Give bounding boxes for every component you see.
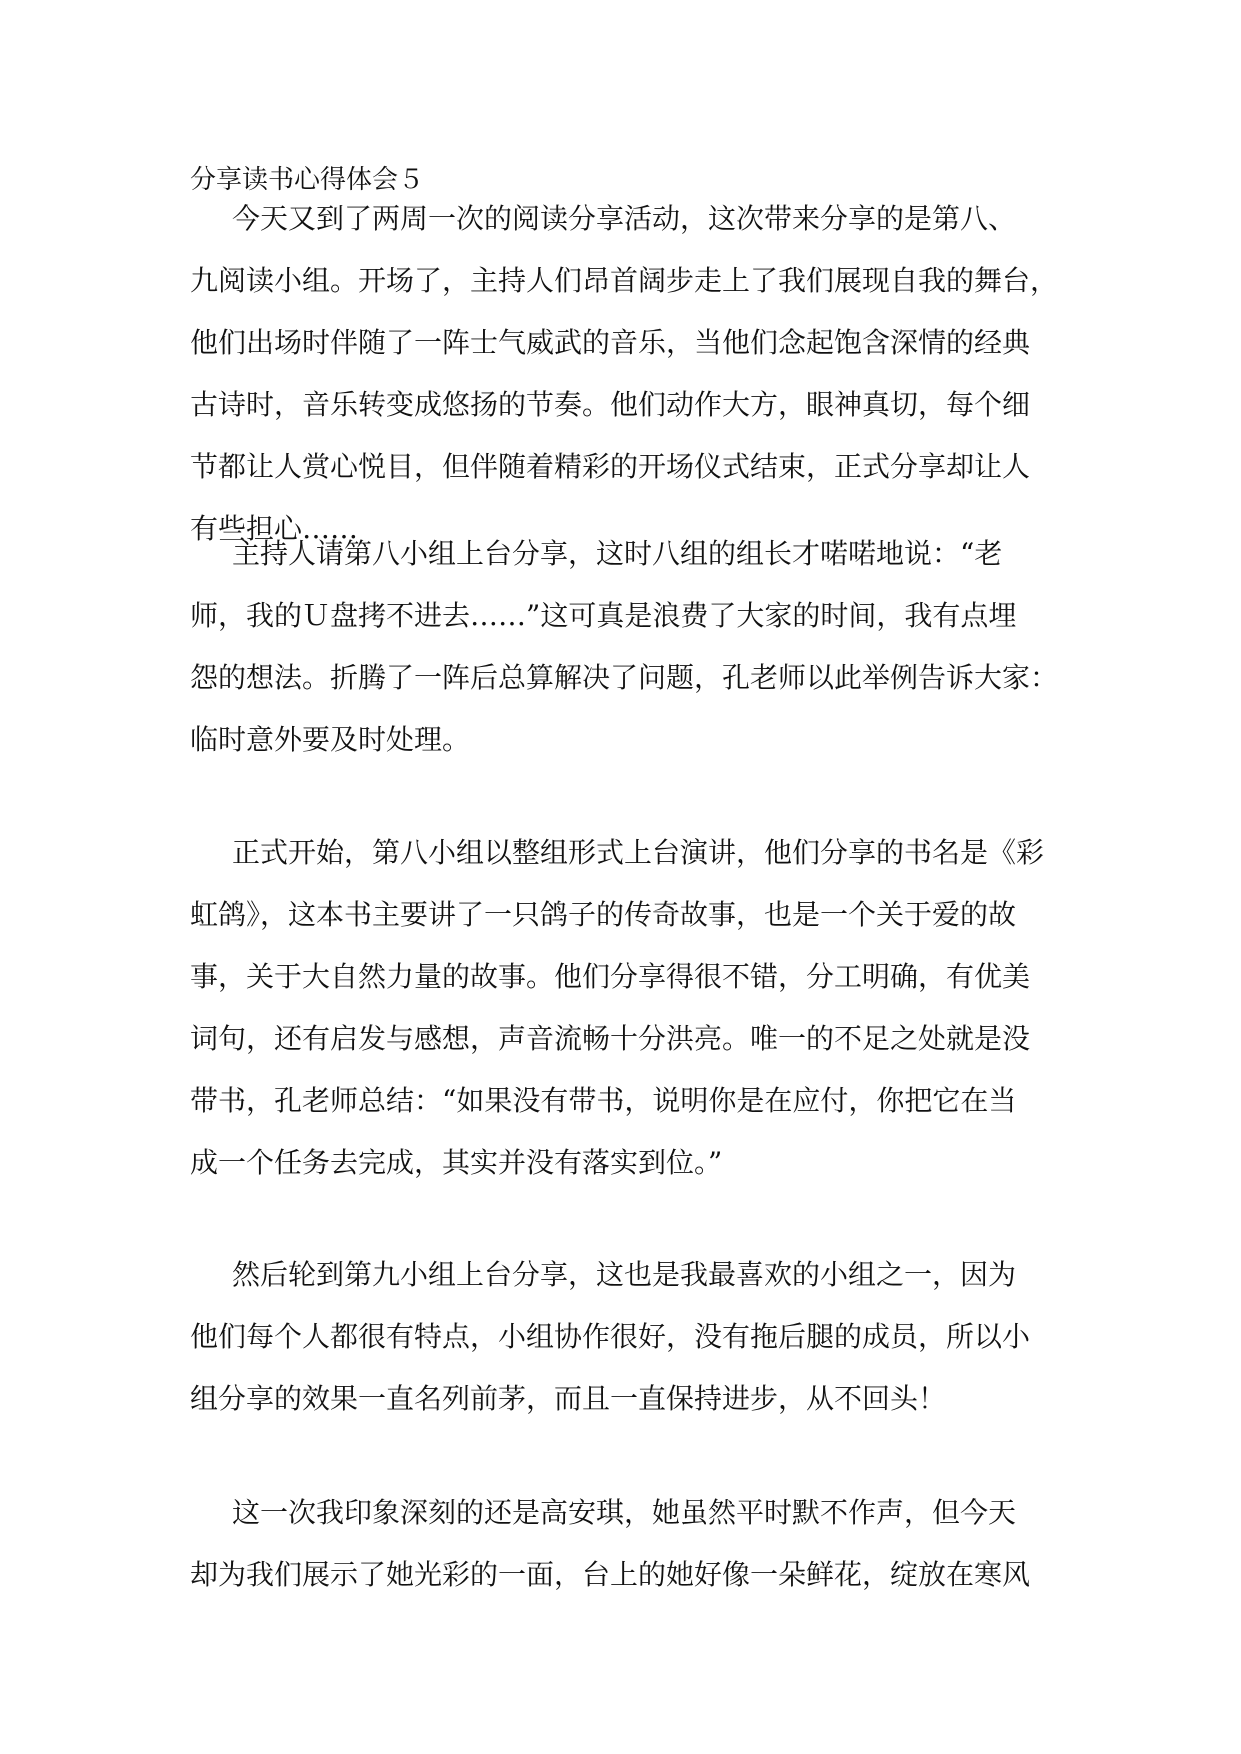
text-line: 怨的想法。折腾了一阵后总算解决了问题，孔老师以此举例告诉大家： <box>190 661 1059 694</box>
paragraph-3 <box>190 822 1044 1194</box>
text-line: 正式开始，第八小组以整组形式上台演讲，他们分享的书名是《彩 <box>232 836 1045 869</box>
text-line: 虹鸽》，这本书主要讲了一只鸽子的传奇故事，也是一个关于爱的故 <box>190 898 1017 931</box>
text-line: 有些担心…… <box>190 512 359 545</box>
document-title: 分享读书心得体会５ <box>190 165 425 195</box>
text-line: 事，关于大自然力量的故事。他们分享得很不错，分工明确，有优美 <box>190 960 1031 993</box>
text-line: 却为我们展示了她光彩的一面，台上的她好像一朵鲜花，绽放在寒风 <box>190 1558 1031 1591</box>
text-line: 主持人请第八小组上台分享，这时八组的组长才喏喏地说：“老 <box>232 537 1003 570</box>
text-line: 临时意外要及时处理。 <box>190 723 471 756</box>
paragraph-1 <box>190 188 1058 560</box>
text-line: 然后轮到第九小组上台分享，这也是我最喜欢的小组之一，因为 <box>232 1258 1017 1291</box>
text-line: 成一个任务去完成，其实并没有落实到位。” <box>190 1146 723 1179</box>
text-line: 组分享的效果一直名列前茅，而且一直保持进步，从不回头！ <box>190 1382 947 1415</box>
text-line: 词句，还有启发与感想，声音流畅十分洪亮。唯一的不足之处就是没 <box>190 1022 1031 1055</box>
text-line: 九阅读小组。开场了，主持人们昂首阔步走上了我们展现自我的舞台， <box>190 264 1059 297</box>
paragraph-2 <box>190 523 1058 771</box>
text-line: 今天又到了两周一次的阅读分享活动，这次带来分享的是第八、 <box>232 202 1017 235</box>
text-line: 带书，孔老师总结：“如果没有带书，说明你是在应付，你把它在当 <box>190 1084 1017 1117</box>
text-line: 节都让人赏心悦目，但伴随着精彩的开场仪式结束，正式分享却让人 <box>190 450 1031 483</box>
text-line: 他们出场时伴随了一阵士气威武的音乐，当他们念起饱含深情的经典 <box>190 326 1031 359</box>
text-line: 古诗时，音乐转变成悠扬的节奏。他们动作大方，眼神真切，每个细 <box>190 388 1031 421</box>
text-line: 这一次我印象深刻的还是高安琪，她虽然平时默不作声，但今天 <box>232 1496 1017 1529</box>
text-line: 他们每个人都很有特点，小组协作很好，没有拖后腿的成员，所以小 <box>190 1320 1031 1353</box>
paragraph-4 <box>190 1244 1030 1430</box>
paragraph-5 <box>190 1482 1030 1606</box>
text-line: 师，我的Ｕ盘拷不进去……”这可真是浪费了大家的时间，我有点埋 <box>190 599 1017 632</box>
